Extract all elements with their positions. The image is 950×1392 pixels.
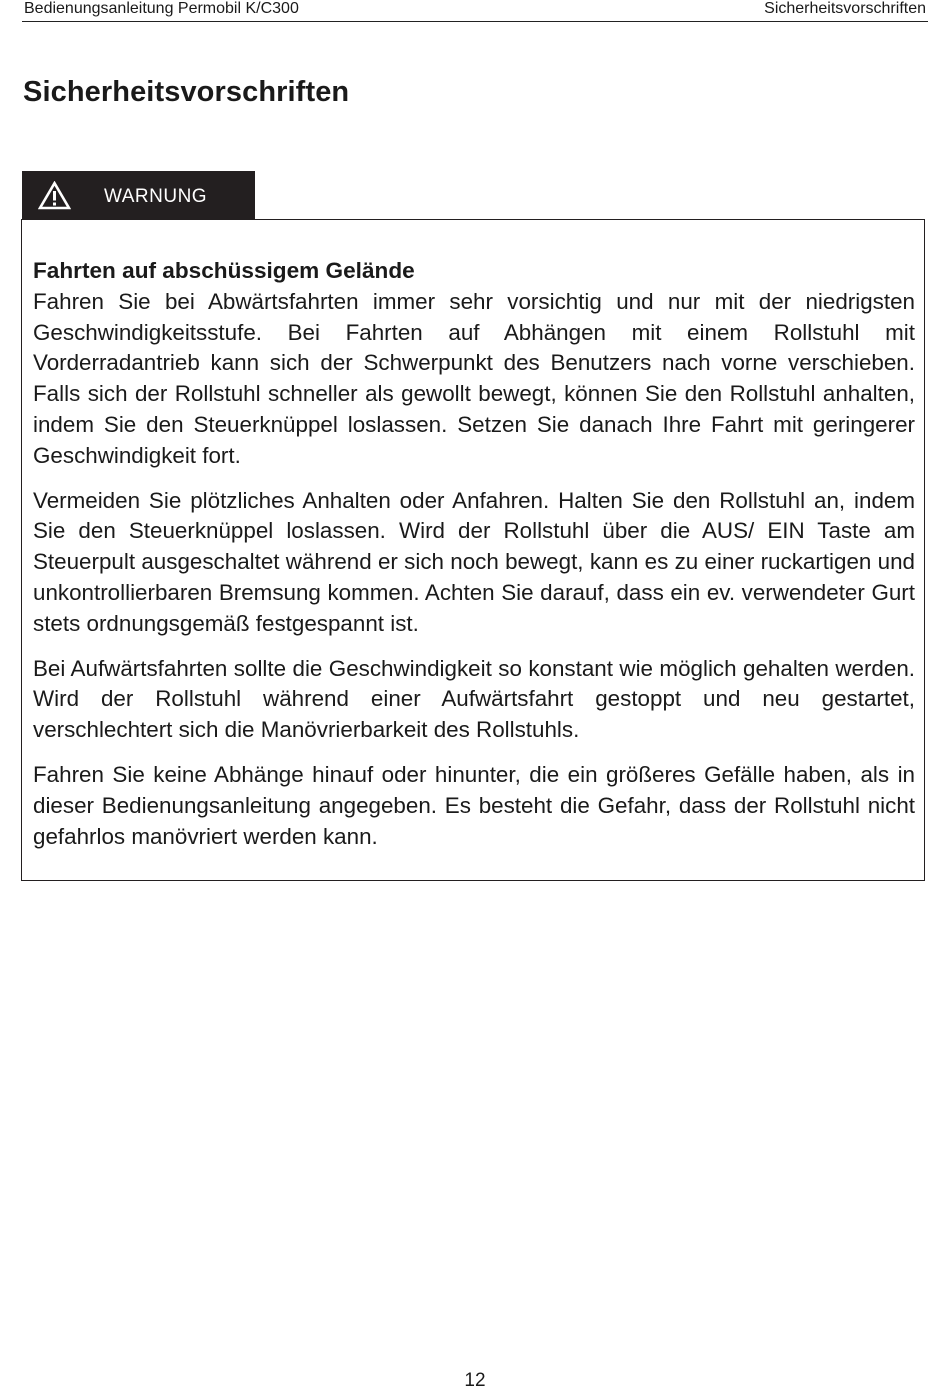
warning-box	[21, 219, 925, 881]
running-header	[22, 0, 928, 22]
warning-triangle-icon	[38, 181, 71, 210]
header-document-title: Bedienungsanleitung Permobil K/C300	[24, 0, 299, 17]
warning-paragraph: Fahren Sie bei Abwärtsfahrten immer sehr vorsichtig und nur mit der niedrigsten Geschwindigkeitsstufe. Bei Fahrten auf Abhängen mit einem Rollstuhl mit Vorderradantrieb kann sich der Schwerpunkt des Benutzers nach vorne verschieben. Falls sich der Rollstuhl schneller als gewollt bewegt, können Sie den Rollstuhl anhalten, indem Sie den Steuerknüppel loslassen. Setzen Sie danach Ihre Fahrt mit geringerer Geschwindigkeit fort.	[33, 288, 915, 468]
warning-paragraph: Bei Aufwärtsfahrten sollte die Geschwindigkeit so konstant wie möglich gehalten werden. Wird der Rollstuhl während einer Aufwärtsfahrt gestoppt und neu gestartet, verschlechtert sich die Manövrierbarkeit des Rollstuhls.	[33, 655, 915, 743]
warning-label: WARNUNG	[104, 186, 208, 207]
warning-paragraph: Fahren Sie keine Abhänge hinauf oder hinunter, die ein größeres Gefälle haben, als in dieser Bedienungsanleitung angegeben. Es besteht die Gefahr, dass der Rollstuhl nicht gefahrlos manövriert werden kann.	[33, 761, 915, 849]
page-title: Sicherheitsvorschriften	[23, 76, 350, 108]
warning-paragraph: Vermeiden Sie plötzliches Anhalten oder Anfahren. Halten Sie den Rollstuhl an, indem Sie den Steuerknüppel loslassen. Wird der Rollstuhl über die AUS/ EIN Taste am Steuerpult ausgeschaltet während er sich noch bewegt, kann es zu einer ruckartigen und unkontrollierbaren Bremsung kommen. Achten Sie darauf, dass ein ev. verwendeter Gurt stets ordnungsgemäß festgespannt ist.	[33, 487, 915, 636]
page-number: 12	[464, 1370, 486, 1391]
warning-content	[33, 256, 915, 866]
header-section-title: Sicherheitsvorschriften	[764, 0, 926, 17]
warning-heading: Fahrten auf abschüssigem Gelände	[33, 258, 415, 283]
warning-tab	[22, 171, 255, 220]
